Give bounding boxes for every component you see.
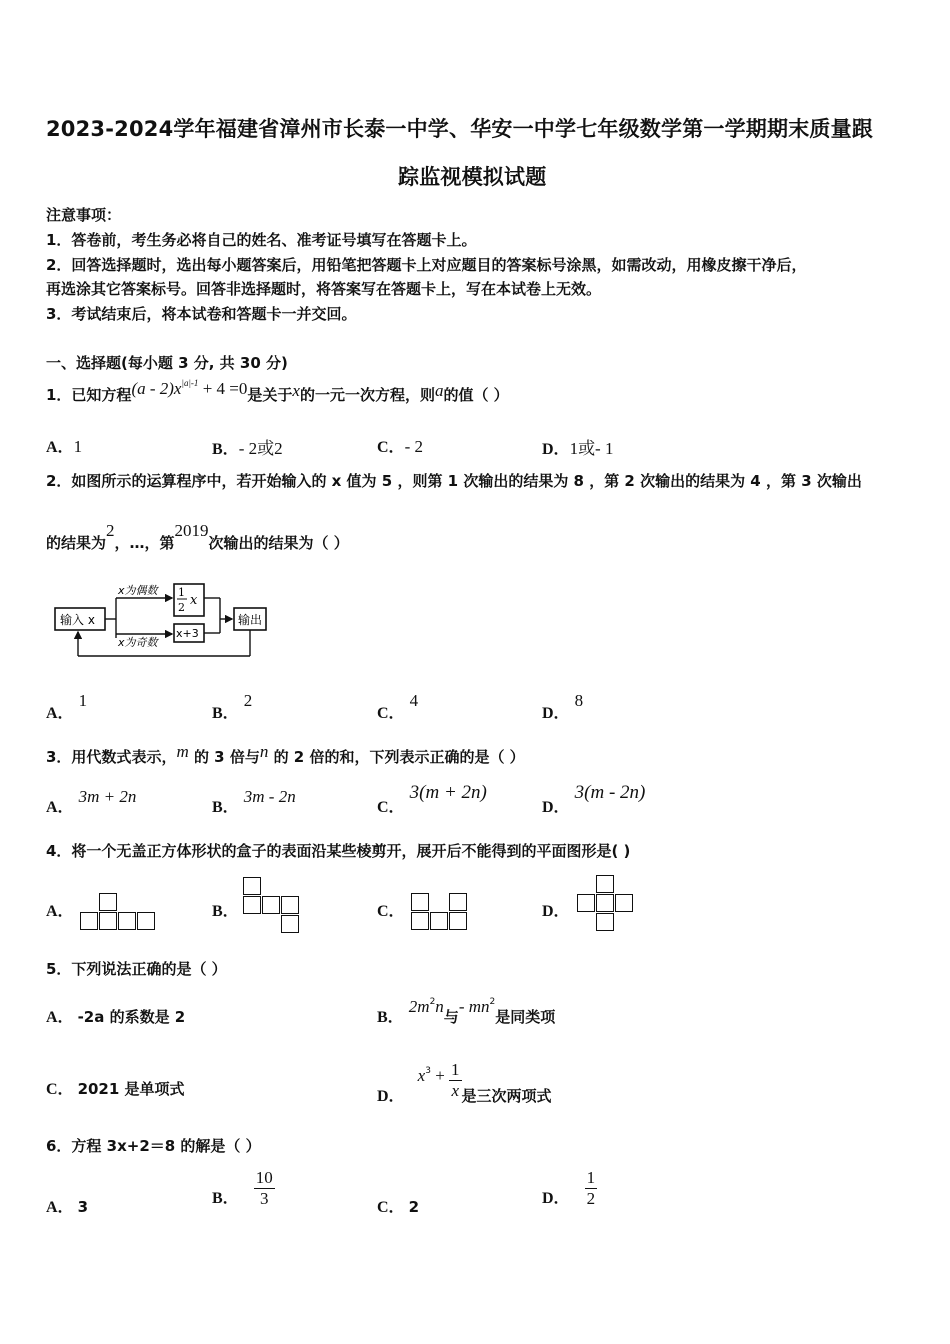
q1-option-b	[212, 434, 283, 459]
flow-input-label: 输入 x	[60, 613, 95, 627]
question-6: 6．方程 3x+2＝8 的解是（ ）	[46, 1137, 261, 1155]
q4-option-c-letter	[377, 898, 405, 921]
q1-equation	[131, 379, 247, 398]
q1-suffix: 的值（ ）	[443, 386, 509, 404]
net-cell	[411, 912, 429, 930]
q5b-term1: 2m	[408, 997, 430, 1016]
option-letter: B．	[377, 1009, 404, 1026]
net-cell	[262, 896, 280, 914]
net-cell	[596, 894, 614, 912]
option-text: 2021 是单项式	[77, 1080, 185, 1098]
q3-var-n: n	[259, 742, 269, 761]
fraction-numerator: 10	[255, 1168, 273, 1187]
q1-option-a	[46, 434, 82, 457]
option-text: 3m - 2n	[243, 787, 296, 806]
q3-prefix: 3．用代数式表示，	[46, 748, 177, 766]
fraction-denominator: 2	[586, 1189, 596, 1208]
q2-line2-b: ，…，第	[114, 534, 175, 552]
flow-odd-label: x为奇数	[118, 636, 158, 649]
question-1	[46, 378, 509, 405]
option-letter: A．	[46, 705, 74, 722]
net-cell	[449, 912, 467, 930]
q5d-suffix: 是三次两项式	[461, 1087, 552, 1105]
option-letter: B．	[212, 705, 239, 722]
section-heading: 一、选择题(每小题 3 分, 共 30 分)	[46, 354, 288, 372]
flow-half-var: x	[190, 593, 198, 608]
q1-eq-exponent: |a|-1	[181, 378, 199, 388]
q5d-plus: +	[430, 1066, 450, 1085]
fraction-denominator: 3	[260, 1189, 269, 1208]
q2-option-c	[377, 688, 419, 722]
option-letter: D．	[542, 441, 570, 458]
net-cell	[430, 912, 448, 930]
flow-output-label: 输出	[238, 613, 263, 627]
q1-prefix: 1．已知方程	[46, 386, 132, 404]
fraction-denominator: x	[451, 1081, 460, 1100]
flow-plus3-label: x+3	[176, 627, 199, 640]
option-text: 1或- 1	[569, 439, 614, 458]
q3-option-d	[542, 780, 646, 816]
net-cell	[281, 896, 299, 914]
option-text: 8	[574, 691, 584, 710]
q5d-x: x	[417, 1066, 426, 1085]
q6d-fraction	[585, 1168, 598, 1209]
option-text: 3	[77, 1198, 88, 1216]
q5b-suffix: 是同类项	[495, 1008, 556, 1026]
q2-line2-c: 次输出的结果为（ ）	[208, 534, 349, 552]
net-cell	[243, 896, 261, 914]
q2-option-a	[46, 688, 88, 722]
option-text: 1	[73, 437, 83, 456]
option-letter: D．	[542, 799, 570, 816]
q5d-fraction	[449, 1060, 462, 1101]
q5b-term2-exp: 2	[489, 997, 496, 1007]
question-2-line1: 2．如图所示的运算程序中，若开始输入的 x 值为 5 ，则第 1 次输出的结果为 8 ，第 2 次输出的结果为 4 ，第 3 次输出	[46, 472, 862, 490]
option-text: 2	[243, 691, 253, 710]
q5b-term1-n: n	[435, 997, 444, 1016]
notice-item-3: 3．考试结束后，将本试卷和答题卡一并交回。	[46, 305, 357, 323]
flow-even-label: x为偶数	[118, 584, 158, 597]
q2-line2-num: 2	[106, 521, 115, 540]
q4-option-a-letter	[46, 898, 74, 921]
q2-option-b	[212, 688, 253, 722]
net-cell	[137, 912, 155, 930]
question-5: 5．下列说法正确的是（ ）	[46, 960, 227, 978]
fraction-numerator: 1	[451, 1060, 460, 1079]
net-cell	[99, 893, 117, 911]
option-letter: C．	[377, 705, 405, 722]
option-letter: B．	[212, 799, 239, 816]
option-letter: D．	[542, 1190, 570, 1207]
option-letter: A．	[46, 799, 74, 816]
q1-mid2: 的一元一次方程，则	[299, 386, 435, 404]
q5b-mid: 与	[443, 1008, 459, 1026]
net-cell	[596, 875, 614, 893]
q1-mid1: 是关于	[247, 386, 293, 404]
net-cell	[596, 913, 614, 931]
option-text: 2	[408, 1198, 419, 1216]
page-title-line2: 踪监视模拟试题	[398, 165, 547, 189]
q4-net-a	[80, 893, 156, 931]
q1-eq-right: + 4 =0	[198, 379, 248, 398]
option-letter: C．	[377, 799, 405, 816]
option-letter: A．	[46, 903, 74, 920]
q4-option-d-letter	[542, 898, 570, 921]
q4-net-d	[577, 875, 635, 933]
q1-eq-left: (a - 2)x	[131, 379, 182, 398]
option-letter: A．	[46, 1009, 74, 1026]
fraction-numerator: 1	[586, 1168, 596, 1187]
q3-option-b	[212, 784, 296, 816]
q1-option-d	[542, 434, 613, 459]
q5-option-b	[377, 994, 556, 1026]
option-text: 3(m + 2n)	[409, 782, 487, 803]
q6-option-b	[212, 1168, 275, 1209]
flow-half-den: 2	[178, 601, 185, 614]
net-cell	[118, 912, 136, 930]
option-letter: B．	[212, 903, 239, 920]
net-cell	[577, 894, 595, 912]
q3-option-c	[377, 780, 487, 816]
option-text: 1	[78, 691, 88, 710]
option-text: 4	[409, 691, 419, 710]
q5d-x-exp: 3	[425, 1066, 431, 1076]
q2-flowchart	[50, 578, 280, 662]
q6-option-c	[377, 1194, 419, 1217]
question-2-line2	[46, 521, 349, 553]
option-text: - 2或2	[238, 439, 283, 458]
net-cell	[411, 893, 429, 911]
net-cell	[281, 915, 299, 933]
q5-option-d	[377, 1050, 552, 1105]
question-3	[46, 742, 525, 767]
net-cell	[80, 912, 98, 930]
page-title-line1: 2023-2024学年福建省漳州市长泰一中学、华安一中学七年级数学第一学期期末质量跟	[46, 117, 874, 141]
notice-item-2-cont: 再选涂其它答案标号。回答非选择题时，将答案写在答题卡上，写在本试卷上无效。	[46, 280, 602, 298]
q6-option-a	[46, 1194, 88, 1217]
q3-suffix: 的 2 倍的和，下列表示正确的是（ ）	[268, 748, 525, 766]
option-letter: A．	[46, 1199, 74, 1216]
q3-var-m: m	[176, 742, 189, 761]
option-letter: D．	[377, 1088, 405, 1105]
option-letter: C．	[377, 439, 405, 456]
net-cell	[243, 877, 261, 895]
notice-item-2: 2．回答选择题时，选出每小题答案后，用铅笔把答题卡上对应题目的答案标号涂黑，如需改动，用橡皮擦干净后，	[46, 256, 807, 274]
option-letter: B．	[212, 1190, 239, 1207]
q3-option-a	[46, 784, 137, 816]
q5b-term2: - mn	[458, 997, 490, 1016]
q2-line2-n: 2019	[174, 521, 209, 540]
q4-option-b-letter	[212, 898, 239, 921]
option-text: - 2	[404, 437, 423, 456]
notice-item-1: 1．答卷前，考生务必将自己的姓名、准考证号填写在答题卡上。	[46, 231, 477, 249]
q1-var-x: x	[292, 381, 300, 400]
q5b-term1-exp: 2	[429, 997, 436, 1007]
option-letter: C．	[46, 1081, 74, 1098]
q6-option-d	[542, 1168, 597, 1209]
q1-var-a: a	[434, 381, 444, 400]
flow-half-num: 1	[178, 586, 185, 599]
option-letter: D．	[542, 705, 570, 722]
option-letter: C．	[377, 903, 405, 920]
option-letter: D．	[542, 903, 570, 920]
q1-option-c	[377, 434, 423, 457]
notice-header: 注意事项：	[46, 206, 122, 224]
q3-mid: 的 3 倍与	[188, 748, 260, 766]
net-cell	[99, 912, 117, 930]
q4-net-b	[243, 877, 301, 935]
option-letter: C．	[377, 1199, 405, 1216]
net-cell	[449, 893, 467, 911]
option-text: -2a 的系数是 2	[77, 1008, 186, 1026]
option-text: 3m + 2n	[78, 787, 137, 806]
q6b-fraction	[254, 1168, 275, 1209]
option-letter: B．	[212, 441, 239, 458]
net-cell	[615, 894, 633, 912]
q5-option-c	[46, 1076, 185, 1099]
q4-net-c	[411, 893, 469, 931]
option-text: 3(m - 2n)	[574, 782, 646, 803]
q5-option-a	[46, 1004, 185, 1027]
question-4: 4．将一个无盖正方体形状的盒子的表面沿某些棱剪开，展开后不能得到的平面图形是( )	[46, 842, 631, 860]
q2-option-d	[542, 688, 584, 722]
option-letter: A．	[46, 439, 74, 456]
q2-line2-a: 的结果为	[46, 534, 107, 552]
